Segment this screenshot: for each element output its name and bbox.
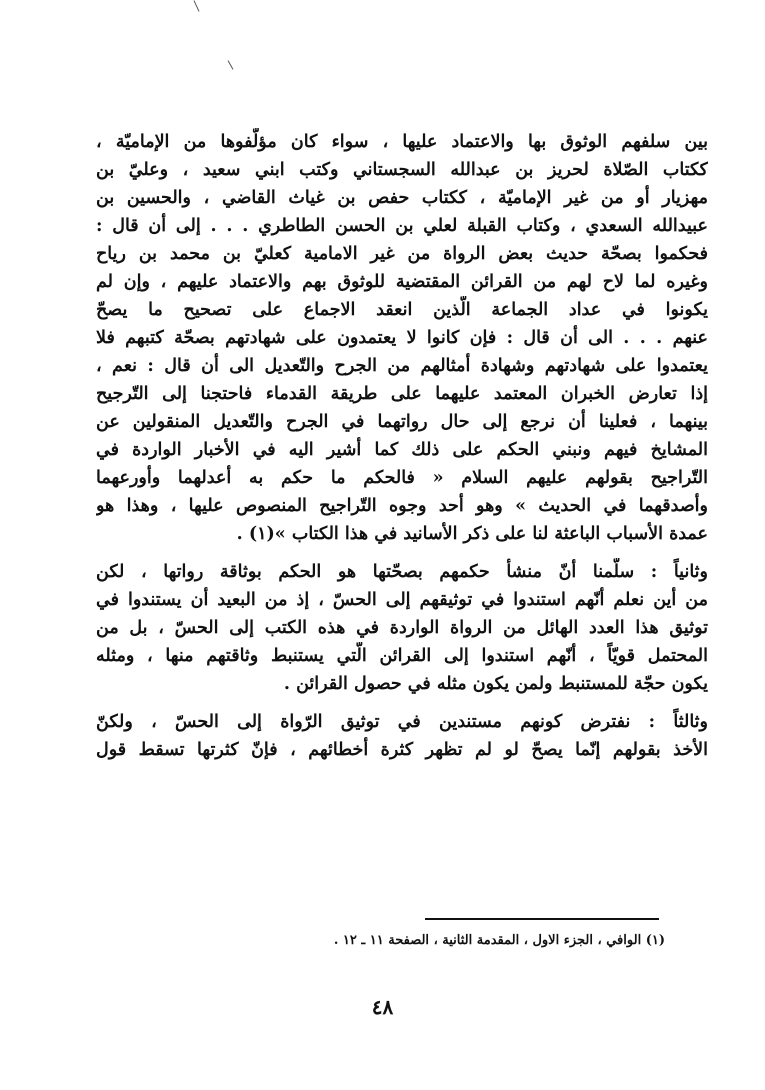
text-line: المحتمل قويّاً ، أنّهم استندوا إلى القرائن الّتي يستنبط وثاقتهم منها ، ومثله <box>96 646 708 666</box>
paragraph-1 <box>96 128 708 548</box>
text-line: المشايخ فيهم ونبني الحكم على ذلك كما أشير اليه في الأخبار الواردة في <box>96 440 708 460</box>
text-line: يكون حجّة للمستنبط ولمن يكون مثله في حصول القرائن . <box>283 674 708 694</box>
footnote: (١) الوافي ، الجزء الاول ، المقدمة الثانية ، الصفحة ١١ ـ ١٢ . <box>333 933 665 948</box>
text-line: وثالثاً : نفترض كونهم مستندين في توثيق الرّواة إلى الحسّ ، ولكنّ <box>96 712 708 732</box>
text-line: وغيره لما لاح لهم من القرائن المقتضية للوثوق بهم والاعتماد عليهم ، وإن لم <box>96 272 708 292</box>
text-line: وثانياً : سلّمنا أنّ منشأ حكمهم بصحّتها هو الحكم بوثاقة رواتها ، لكن <box>96 562 708 582</box>
text-line: إذا تعارض الخبران المعتمد عليهما على طريقة القدماء فاحتجنا إلى التّرجيح <box>96 384 708 404</box>
text-line: بين سلفهم الوثوق بها والاعتماد عليها ، سواء كان مؤلّفوها من الإماميّة ، <box>96 132 708 152</box>
document-body <box>96 128 708 764</box>
text-line: التّراجيح بقولهم عليهم السلام « فالحكم ما حكم به أعدلهما وأورعهما <box>96 468 708 488</box>
text-line: وأصدقهما في الحديث » وهو أحد وجوه التّراجيح المنصوص عليها ، وهذا هو <box>96 496 708 516</box>
text-line: مهزيار أو من غير الإماميّة ، ككتاب حفص بن غياث القاضي ، والحسين بن <box>96 188 708 208</box>
text-line: توثيق هذا العدد الهائل من الرواة الواردة في هذه الكتب إلى الحسّ ، بل من <box>96 618 708 638</box>
text-line: عمدة الأسباب الباعثة لنا على ذكر الأسانيد في هذا الكتاب »(١) . <box>236 524 708 544</box>
text-line: فحكموا بصحّة حديث بعض الرواة من غير الامامية كعليّ بن محمد بن رياح <box>96 244 708 264</box>
text-line: بينهما ، فعلينا أن نرجع إلى حال رواتهما في الجرح والتّعديل المنقولين عن <box>96 412 708 432</box>
text-line: ككتاب الصّلاة لحريز بن عبدالله السجستاني وكتب ابني سعيد ، وعليّ بن <box>96 160 708 180</box>
paragraph-2 <box>96 558 708 698</box>
text-line: يكونوا في عداد الجماعة الّذين انعقد الاجماع على تصحيح ما يصحّ <box>96 300 708 320</box>
text-line: يعتمدوا على شهادتهم وشهادة أمثالهم من الجرح والتّعديل الى أن قال : نعم ، <box>96 356 708 376</box>
paragraph-gap <box>96 548 708 558</box>
scan-artifact-mark <box>194 0 200 11</box>
text-line: الأخذ بقولهم إنّما يصحّ لو لم تظهر كثرة أخطائهم ، فإنّ كثرتها تسقط قول <box>96 740 708 760</box>
page-number: ٤٨ <box>371 995 394 1019</box>
scan-artifact-mark <box>228 60 234 69</box>
footnote-divider <box>425 918 659 920</box>
text-line: عنهم . . . الى أن قال : فإن كانوا لا يعتمدون على شهادتهم بصحّة كتبهم فلا <box>96 328 708 348</box>
text-line: عبيدالله السعدي ، وكتاب القبلة لعلي بن الحسن الطاطري . . . إلى أن قال : <box>96 216 708 236</box>
text-line: من أين نعلم أنّهم استندوا في توثيقهم إلى الحسّ ، إذ من البعيد أن يستندوا في <box>96 590 708 610</box>
paragraph-3 <box>96 708 708 764</box>
paragraph-gap <box>96 698 708 708</box>
